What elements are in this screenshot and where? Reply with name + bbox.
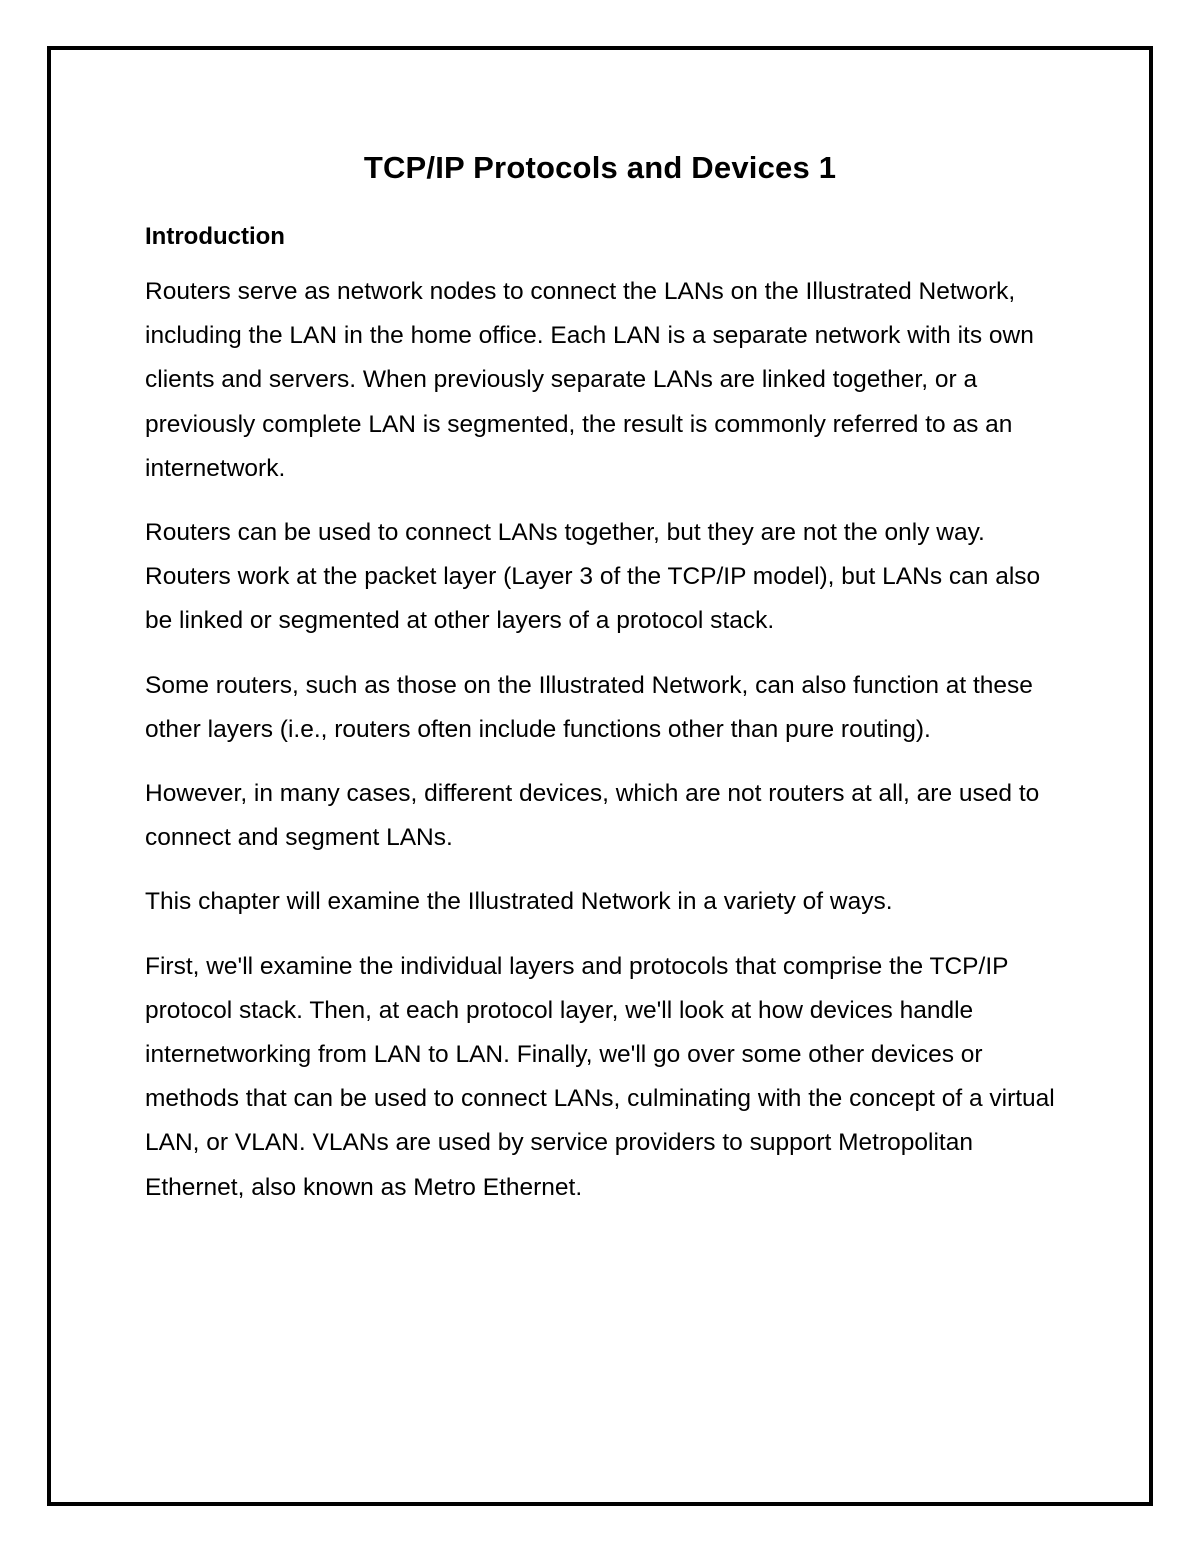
section-heading: Introduction [145, 223, 285, 250]
paragraph-5: This chapter will examine the Illustrated Network in a variety of ways. [145, 888, 893, 916]
paragraph-2: Routers can be used to connect LANs together, but they are not the only way. Routers work at the packet layer (Layer 3 of the TCP/IP model), but LANs can also be linked or segmented at other layers of a protocol stack. [145, 519, 1041, 635]
paragraph-6: First, we'll examine the individual layers and protocols that comprise the TCP/IP protocol stack. Then, at each protocol layer, we'll look at how devices handle internetworking from LAN to LAN. Finally, we'll go over some other devices or methods that can be used to connect LANs, culminating with the concept of a virtual LAN, or VLAN. VLANs are used by service providers to support Metropolitan Ethernet, also known as Metro Ethernet. [145, 952, 1055, 1201]
document-body [145, 220, 1065, 1230]
paragraph-3: Some routers, such as those on the Illustrated Network, can also function at these other layers (i.e., routers often include functions other than pure routing). [145, 671, 1033, 743]
paragraph-4: However, in many cases, different devices, which are not routers at all, are used to connect and segment LANs. [145, 780, 1040, 852]
paragraph-1: Routers serve as network nodes to connect the LANs on the Illustrated Network, including the LAN in the home office. Each LAN is a separate network with its own clients and servers. When previously separate LANs are linked together, or a previously complete LAN is segmented, the result is commonly referred to as an internetwork. [145, 278, 1034, 482]
document-title: TCP/IP Protocols and Devices 1 [363, 150, 837, 185]
page-frame [47, 46, 1153, 1506]
